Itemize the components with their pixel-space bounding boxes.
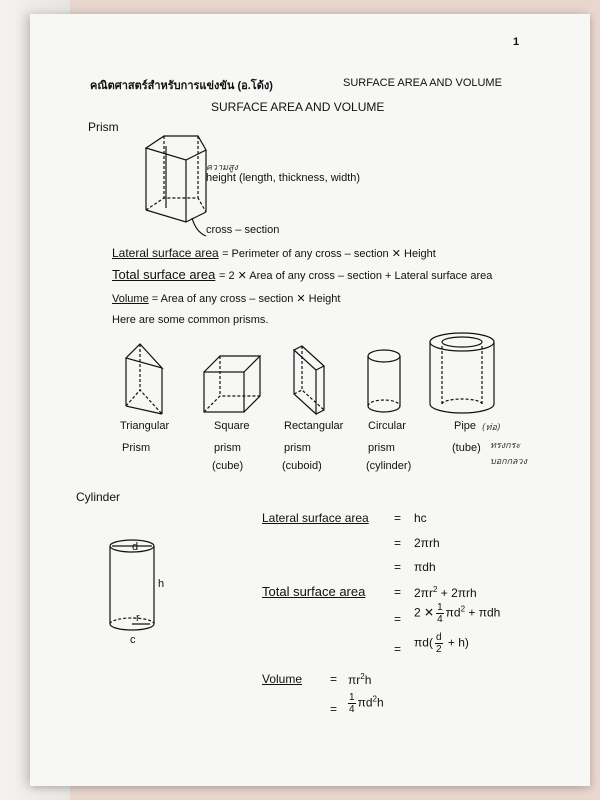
- shape-3-line3: (cuboid): [282, 460, 322, 472]
- cyl-lateral-1: hc: [414, 511, 427, 525]
- cyl-volume-2: $\frac{1}{4}$ $\pi d^2h$: [349, 692, 384, 715]
- cyl-lateral-2: 2πrh: [414, 536, 440, 550]
- header-right: SURFACE AREA AND VOLUME: [343, 77, 502, 89]
- cylinder-heading: Cylinder: [76, 490, 121, 504]
- shape-5-line2: (tube): [452, 442, 481, 454]
- shape-3-line1: Rectangular: [284, 420, 344, 432]
- total-line: [112, 267, 492, 282]
- shape-1-line2: Prism: [122, 442, 151, 454]
- volume-line: [112, 292, 340, 305]
- cross-section-label: cross – section: [206, 224, 280, 236]
- shape-1-line1: Triangular: [120, 420, 170, 432]
- total-def: = 2 ✕ Area of any cross – section + Lateral surface area: [218, 270, 493, 282]
- cyl-eq-5: =: [394, 612, 402, 626]
- cyl-eq-3: =: [394, 560, 402, 574]
- fraction-one-quarter: $\frac{1}{4}$: [437, 602, 443, 625]
- cyl-lateral-3: πdh: [414, 560, 436, 574]
- shape-4-line2: prism: [368, 442, 395, 454]
- shape-2-line3: (cube): [212, 460, 244, 472]
- cylinder-label-d: d: [132, 541, 139, 553]
- header-left: คณิตศาสตร์สำหรับการแข่งขัน (อ.โด้ง): [90, 80, 273, 92]
- height-label: height (length, thickness, width): [206, 172, 361, 184]
- page-title: SURFACE AREA AND VOLUME: [211, 100, 385, 114]
- page-number: 1: [513, 36, 520, 48]
- cyl-eq-1: =: [394, 511, 402, 525]
- shape-4-line1: Circular: [368, 420, 406, 432]
- handwritten-note-height: ความสูง: [206, 163, 238, 173]
- document-page: [30, 14, 590, 786]
- pipe-handnote-2: ทรงกระ: [490, 441, 521, 451]
- pipe-handnote-3: บอกกลวง: [490, 457, 527, 467]
- cylinder-prism-figure: [366, 348, 406, 418]
- cyl-volume-1: $\pi r^2h$: [348, 672, 372, 687]
- prism-heading: Prism: [88, 120, 119, 134]
- cyl-eq-8: =: [330, 702, 338, 716]
- pipe-handnote-1: (ท่อ): [482, 423, 501, 433]
- lateral-term: Lateral surface area: [112, 246, 219, 260]
- common-prisms-text: Here are some common prisms.: [112, 314, 269, 326]
- fraction-one-quarter-2: $\frac{1}{4}$: [349, 692, 355, 715]
- cyl-eq-2: =: [394, 536, 402, 550]
- cyl-lateral-term: Lateral surface area: [262, 511, 369, 525]
- cyl-total-term: Total surface area: [262, 584, 366, 599]
- cyl-volume-term: Volume: [262, 672, 303, 686]
- cyl-eq-7: =: [330, 672, 338, 686]
- pipe-figure: [428, 332, 500, 418]
- cyl-total-2: 2 ✕ $\frac{1}{4}$ $\pi d^2 + \pi dh$: [414, 602, 501, 625]
- cylinder-label-r: r: [136, 612, 140, 624]
- cyl-total-3: πd( $\frac{d}{2}$ + h): [414, 632, 469, 655]
- volume-term: Volume: [112, 293, 149, 305]
- lateral-line: [112, 246, 436, 260]
- lateral-def: = Perimeter of any cross – section ✕ Height: [222, 248, 436, 260]
- total-term: Total surface area: [112, 267, 216, 282]
- cylinder-label-h: h: [158, 578, 165, 590]
- volume-def: = Area of any cross – section ✕ Height: [151, 293, 341, 305]
- shape-3-line2: prism: [284, 442, 311, 454]
- shape-2-line2: prism: [214, 442, 241, 454]
- shape-2-line1: Square: [214, 420, 250, 432]
- triangular-prism-figure: [122, 342, 172, 418]
- cyl-total-1: $2\pi r^2 + 2\pi rh$: [414, 585, 477, 600]
- cylinder-label-c: c: [130, 634, 136, 646]
- cyl-eq-6: =: [394, 642, 402, 656]
- cyl-eq-4: =: [394, 585, 402, 599]
- cuboid-figure: [290, 344, 334, 420]
- cube-figure: [202, 354, 266, 418]
- fraction-d-over-2: $\frac{d}{2}$: [435, 632, 442, 655]
- shape-5-line1: Pipe: [454, 420, 477, 432]
- shape-4-line3: (cylinder): [366, 460, 412, 472]
